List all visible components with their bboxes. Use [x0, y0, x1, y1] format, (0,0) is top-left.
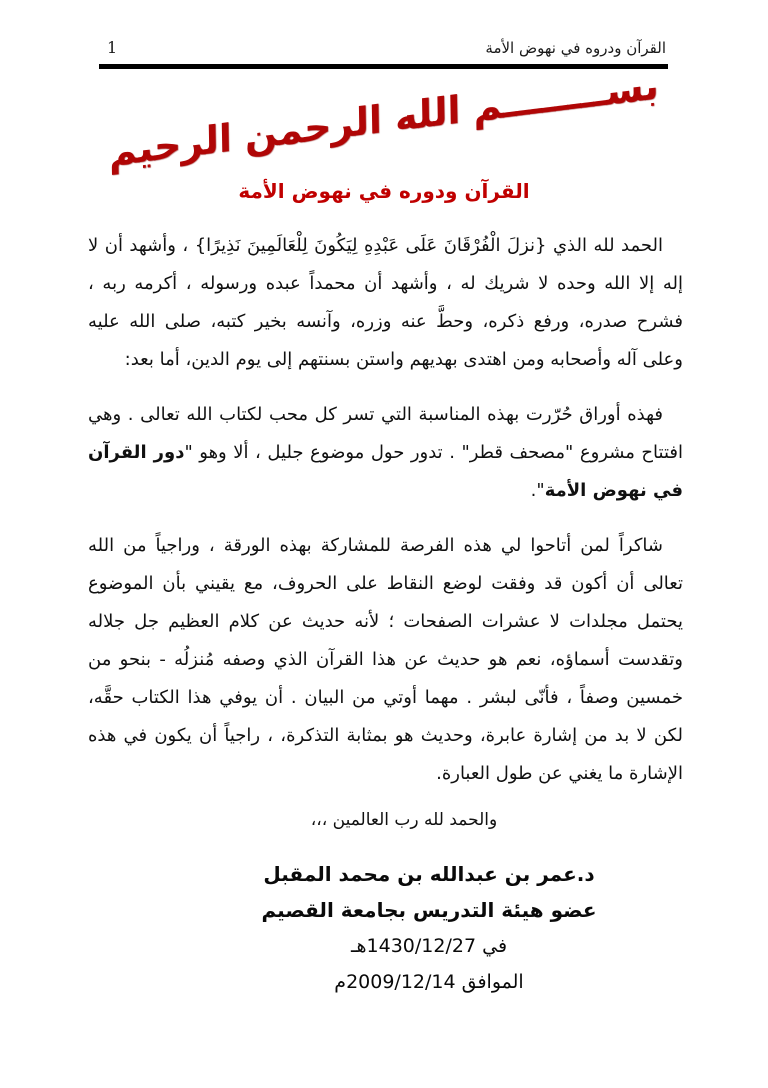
- signature-date-hijri: في 1430/12/27هـ: [350, 935, 508, 957]
- signature-author-name: د.عمر بن عبدالله بن محمد المقبل: [263, 862, 595, 886]
- paragraph-occasion: [88, 396, 683, 510]
- paragraph-occasion-end: ".: [530, 480, 545, 501]
- paragraph-hamd: الحمد لله الذي {نزلَ الْفُرْقَانَ عَلَى عَبْدِهِ لِيَكُونَ لِلْعَالَمِينَ نَذِيرًا} ، وأشهد أن لا إله إلا الله وحده لا شريك له ، وأشهد أن محمداً عبده ورسوله ، أكرمه ربه ، فشرح صدره، ورفع ذكره، وحطَّ عنه وزره، وآنسه بخير كتبه، صلى الله عليه وعلى آله وأصحابه ومن اهتدى بهديهم واستن بسنتهم إلى يوم الدين، أما بعد:: [88, 235, 683, 370]
- signature-author-role: عضو هيئة التدريس بجامعة القصيم: [261, 898, 597, 922]
- header-rule: [99, 64, 668, 69]
- document-title: القرآن ودوره في نهوض الأمة: [238, 179, 530, 203]
- bismillah-calligraphy: [0, 63, 768, 175]
- closing-hamd-line: والحمد لله رب العالمين ،،،: [310, 810, 498, 830]
- paragraph-occasion-start: فهذه أوراق حُرّرت بهذه المناسبة التي تسر كل محب لكتاب الله تعالى . وهي افتتاح مشروع "مصحف قطر" . تدور حول موضوع جليل ، ألا وهو ": [88, 404, 683, 463]
- running-header-title: القرآن ودروه في نهوض الأمة: [485, 39, 666, 57]
- running-header: [99, 0, 668, 69]
- paragraph-thanks: شاكراً لمن أتاحوا لي هذه الفرصة للمشاركة بهذه الورقة ، وراجياً من الله تعالى أن أكون قد وفقت لوضع النقاط على الحروف، مع يقيني بأن الموضوع يحتمل مجلدات لا عشرات الصفحات ؛ لأنه حديث عن كلام العظيم جل جلاله وتقدست أسماؤه، نعم هو حديث عن هذا القرآن الذي وصفه مُنزلُه - بنحو من خمسين وصفاً ، فأنّى لبشر . مهما أوتي من البيان . أن يوفي هذا الكتاب حقَّه، لكن لا بد من إشارة عابرة، وحديث هو بمثابة التذكرة، ، راجياً أن يكون في هذه الإشارة ما يغني عن طول العبارة.: [88, 535, 683, 784]
- document-body: [88, 227, 683, 793]
- bismillah-text: بســــــــم الله الرحمن الرحيم: [108, 63, 660, 175]
- page-number: 1: [107, 38, 118, 57]
- paragraph-occasion-bold-title: دور القرآن في نهوض الأمة: [88, 442, 683, 501]
- signature-date-gregorian: الموافق 2009/12/14م: [334, 971, 524, 993]
- running-header-row: [99, 38, 668, 64]
- signature-block: [45, 856, 768, 1000]
